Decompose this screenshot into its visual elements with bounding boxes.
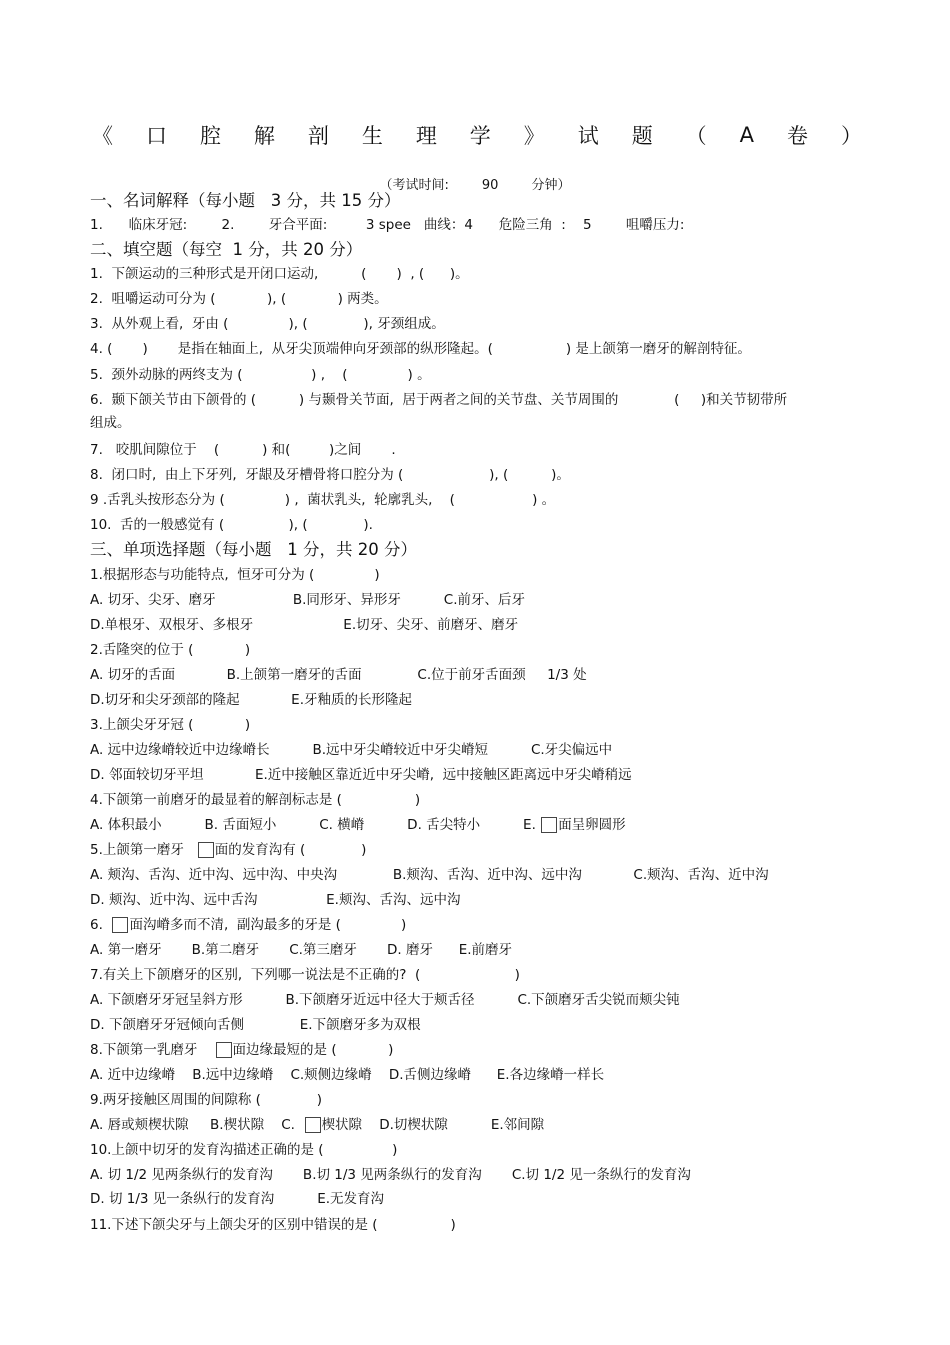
exam-duration: （考试时间: 90 分钟）	[379, 178, 571, 193]
question-line	[90, 1065, 604, 1085]
question-line	[90, 1215, 456, 1235]
title-char: 试	[577, 124, 599, 148]
line-text: A. 体积最小 B. 舌面短小 C. 横嵴 D. 舌尖特小 E.	[90, 817, 541, 833]
question-line	[90, 590, 525, 610]
line-text: 6. 颞下颌关节由下颌骨的 ( ) 与颞骨关节面, 居于两者之间的关节盘、关节周围的 ( )和关节韧带所	[90, 392, 788, 408]
question-line	[90, 740, 612, 760]
line-text: 1. 下颌运动的三种形式是开闭口运动, ( ) , ( )。	[90, 266, 469, 282]
line-text: 6.	[90, 917, 112, 933]
question-line	[90, 390, 787, 410]
question-line	[90, 915, 406, 935]
line-text: A. 颊沟、舌沟、近中沟、远中沟、中央沟 B.颊沟、舌沟、近中沟、远中沟 C.颊沟、舌沟、近中沟	[90, 867, 769, 883]
title-char: （	[685, 124, 707, 148]
question-line	[90, 940, 512, 960]
exam-title	[92, 118, 862, 152]
question-line	[90, 490, 555, 510]
line-text: A. 第一磨牙 B.第二磨牙 C.第三磨牙 D. 磨牙 E.前磨牙	[90, 942, 513, 958]
title-char: 理	[415, 124, 437, 148]
line-text: 2. 咀嚼运动可分为 ( ), ( ) 两类。	[90, 291, 388, 307]
question-line	[90, 765, 632, 785]
line-text: 1. 临床牙冠: 2. 牙合平面: 3 spee 曲线：4 危险三角 : 5 咀嚼压力:	[90, 217, 685, 233]
question-line	[90, 1165, 691, 1185]
line-text: 5. 颈外动脉的两终支为 ( ) , ( ) 。	[90, 367, 431, 383]
line-text: A. 切 1/2 见两条纵行的发育沟 B.切 1/3 见两条纵行的发育沟 C.切 1/2 见一条纵行的发育沟	[90, 1167, 691, 1183]
question-line	[90, 413, 131, 433]
question-line	[90, 790, 420, 810]
question-line	[90, 465, 570, 485]
line-text: 11.下述下颌尖牙与上颌尖牙的区别中错误的是 ( )	[90, 1217, 456, 1233]
line-text: D. 邻面较切牙平坦 E.近中接触区靠近近中牙尖嵴, 远中接触区距离远中牙尖嵴稍远	[90, 767, 632, 783]
question-line	[90, 215, 684, 235]
title-char: 生	[361, 124, 383, 148]
line-text: 8.下颌第一乳磨牙	[90, 1042, 215, 1058]
line-text: A. 唇或颊楔状隙 B.楔状隙 C.	[90, 1117, 304, 1133]
question-line	[90, 339, 751, 359]
question-line	[90, 1140, 397, 1160]
line-text: 7.有关上下颌磨牙的区别, 下列哪一说法是不正确的? ( )	[90, 967, 520, 983]
line-text: 10. 舌的一般感觉有 ( ), ( ).	[90, 517, 373, 533]
question-line	[90, 890, 460, 910]
section-heading	[90, 239, 362, 261]
line-text-after: 面呈卵圆形	[558, 817, 626, 833]
line-text: 3.上颌尖牙牙冠 ( )	[90, 717, 251, 733]
question-line	[90, 840, 366, 860]
line-text-after: 面边缘最短的是 ( )	[232, 1042, 394, 1058]
question-line	[90, 1115, 544, 1135]
question-line	[90, 440, 396, 460]
question-line	[90, 690, 412, 710]
line-text: 组成。	[90, 415, 131, 431]
question-line	[90, 1189, 384, 1209]
question-line	[90, 264, 469, 284]
title-char: 》	[523, 124, 545, 148]
line-text: 三、单项选择题（每小题 1 分，共 20 分）	[90, 540, 417, 559]
line-text: 一、名词解释（每小题 3 分，共 15 分）	[90, 191, 401, 210]
section-heading	[90, 539, 417, 561]
title-char: 腔	[199, 124, 221, 148]
title-char: 《	[92, 124, 113, 148]
line-text: A. 近中边缘嵴 B.远中边缘嵴 C.颊侧边缘嵴 D.舌侧边缘嵴 E.各边缘嵴一样长	[90, 1067, 605, 1083]
title-char: 口	[145, 124, 167, 148]
line-text: D. 下颌磨牙牙冠倾向舌侧 E.下颌磨牙多为双根	[90, 1017, 421, 1033]
title-char: 学	[469, 124, 491, 148]
line-text: 9 .舌乳头按形态分为 ( ) , 菌状乳头, 轮廓乳头, ( ) 。	[90, 492, 556, 508]
occlusal-glyph-icon	[112, 917, 128, 933]
line-text-after: 面沟嵴多而不清, 副沟最多的牙是 ( )	[129, 917, 407, 933]
line-text: 二、填空题（每空 1 分，共 20 分）	[90, 240, 363, 259]
question-line	[90, 1015, 421, 1035]
question-line	[90, 665, 587, 685]
title-char: 题	[631, 124, 653, 148]
occlusal-glyph-icon	[198, 842, 214, 858]
title-char: 卷	[786, 124, 808, 148]
question-line	[90, 990, 680, 1010]
question-line	[90, 715, 250, 735]
occlusal-glyph-icon	[216, 1042, 232, 1058]
question-line	[90, 815, 626, 835]
question-line	[90, 565, 380, 585]
line-text: 5.上颌第一磨牙	[90, 842, 197, 858]
line-text: 4. ( ) 是指在轴面上, 从牙尖顶端伸向牙颈部的纵形隆起。( ) 是上颌第一磨牙的解剖特征。	[90, 341, 751, 357]
question-line	[90, 1040, 393, 1060]
line-text: D.单根牙、双根牙、多根牙 E.切牙、尖牙、前磨牙、磨牙	[90, 617, 519, 633]
line-text: 1.根据形态与功能特点, 恒牙可分为 ( )	[90, 567, 380, 583]
line-text-after: 面的发育沟有 ( )	[214, 842, 367, 858]
question-line	[90, 1090, 322, 1110]
line-text: D. 切 1/3 见一条纵行的发育沟 E.无发育沟	[90, 1191, 385, 1207]
question-line	[90, 965, 520, 985]
line-text: 4.下颌第一前磨牙的最显着的解剖标志是 ( )	[90, 792, 421, 808]
line-text-after: 楔状隙 D.切楔状隙 E.邻间隙	[321, 1117, 545, 1133]
question-line	[90, 289, 388, 309]
title-char: 解	[253, 124, 275, 148]
title-char: ）	[840, 124, 862, 148]
line-text: 10.上颌中切牙的发育沟描述正确的是 ( )	[90, 1142, 398, 1158]
line-text: 9.两牙接触区周围的间隙称 ( )	[90, 1092, 322, 1108]
section-heading	[90, 190, 400, 212]
question-line	[90, 640, 250, 660]
occlusal-glyph-icon	[541, 817, 557, 833]
occlusal-glyph-icon	[305, 1117, 321, 1133]
question-line	[90, 314, 445, 334]
line-text: 7. 咬肌间隙位于 ( ) 和( )之间 .	[90, 442, 396, 458]
line-text: 2.舌隆突的位于 ( )	[90, 642, 251, 658]
question-line	[90, 365, 431, 385]
question-line	[90, 615, 518, 635]
line-text: D. 颊沟、近中沟、远中舌沟 E.颊沟、舌沟、远中沟	[90, 892, 461, 908]
line-text: 3. 从外观上看, 牙由 ( ), ( ), 牙颈组成。	[90, 316, 445, 332]
line-text: D.切牙和尖牙颈部的隆起 E.牙釉质的长形隆起	[90, 692, 413, 708]
title-char: 剖	[307, 124, 329, 148]
line-text: A. 切牙、尖牙、磨牙 B.同形牙、异形牙 C.前牙、后牙	[90, 592, 526, 608]
title-char: A	[739, 123, 754, 147]
line-text: A. 切牙的舌面 B.上颌第一磨牙的舌面 C.位于前牙舌面颈 1/3 处	[90, 667, 587, 683]
question-line	[90, 515, 373, 535]
line-text: A. 下颌磨牙牙冠呈斜方形 B.下颌磨牙近远中径大于颊舌径 C.下颌磨牙舌尖锐而颊尖钝	[90, 992, 680, 1008]
question-line	[90, 865, 769, 885]
line-text: A. 远中边缘嵴较近中边缘嵴长 B.远中牙尖嵴较近中牙尖嵴短 C.牙尖偏远中	[90, 742, 613, 758]
line-text: 8. 闭口时, 由上下牙列, 牙龈及牙槽骨将口腔分为 ( ), ( )。	[90, 467, 570, 483]
